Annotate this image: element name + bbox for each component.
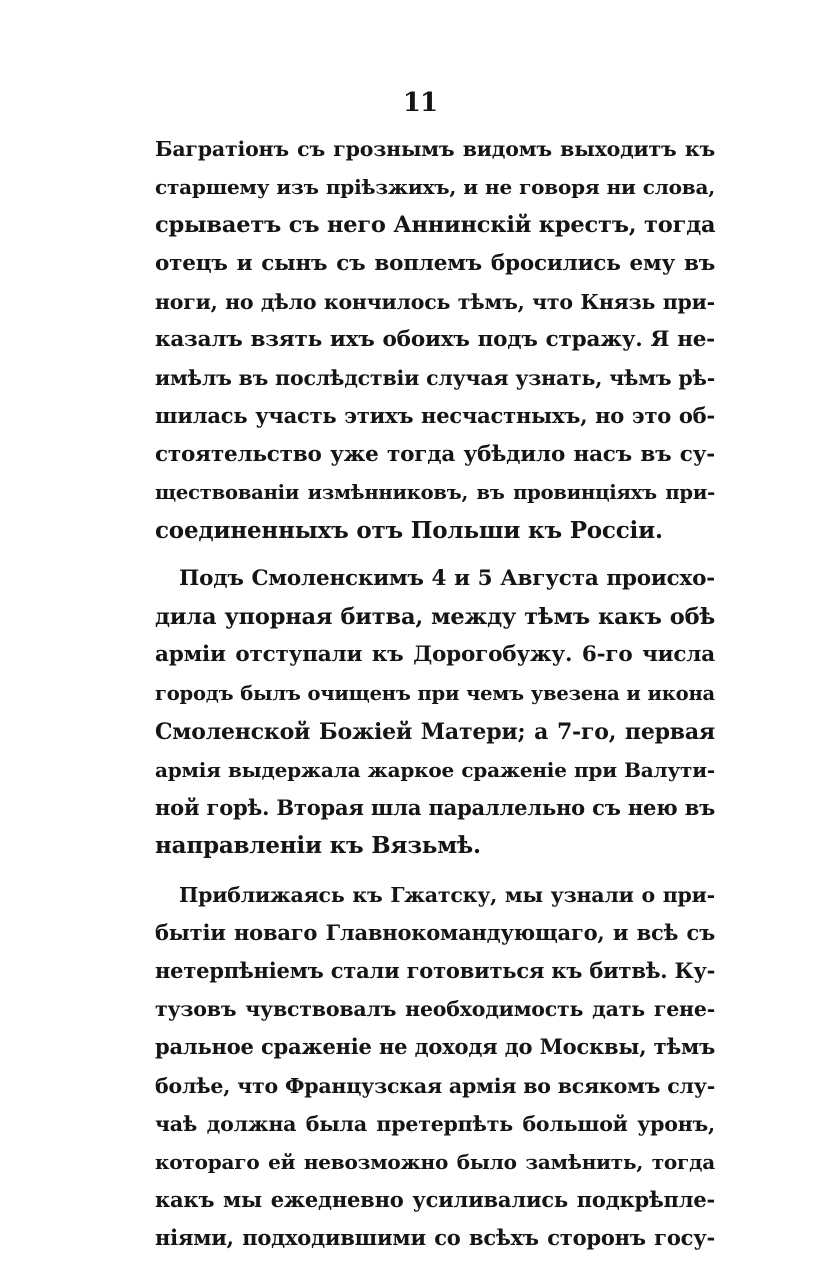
text-line: Подъ Смоленскимъ 4 и 5 Августа происхо- xyxy=(179,566,715,592)
text-line: ніями, подходившими со всѣхъ сторонъ госу- xyxy=(155,1225,715,1251)
text-line: арміи отступали къ Дорогобужу. 6-го числа xyxy=(155,642,715,668)
text-line: срываетъ съ него Аннинскій крестъ, тогда xyxy=(155,212,716,239)
paragraph xyxy=(155,560,715,866)
text-line: имѣлъ въ послѣдствіи случая узнать, чѣмъ рѣ- xyxy=(155,366,715,391)
text-line: казалъ взять ихъ обоихъ подъ стражу. Я не- xyxy=(155,326,715,352)
text-line: тузовъ чувствовалъ необходимость дать гене- xyxy=(155,997,715,1022)
text-line: Смоленской Божіей Матери; а 7-го, первая xyxy=(155,718,715,745)
text-line: ной горѣ. Вторая шла параллельно съ нею въ xyxy=(155,795,715,821)
text-line: отецъ и сынъ съ воплемъ бросились ему въ xyxy=(155,250,715,276)
page-number: 11 xyxy=(402,88,438,118)
text-line: стоятельство уже тогда убѣдило насъ въ су- xyxy=(155,441,715,467)
text-line: Багратіонъ съ грознымъ видомъ выходитъ къ xyxy=(155,137,715,161)
body-text xyxy=(155,130,715,1267)
text-line: Приближаясь къ Гжатску, мы узнали о при- xyxy=(179,882,715,907)
text-line: ществованіи измѣнниковъ, въ провинціяхъ при- xyxy=(155,480,715,504)
text-line: городъ былъ очищенъ при чемъ увезена и икона xyxy=(155,681,715,705)
text-line: направленіи къ Вязьмѣ. xyxy=(155,832,481,860)
text-line: котораго ей невозможно было замѣнить, тогда xyxy=(155,1149,715,1174)
text-line: чаѣ должна была претерпѣть большой уронъ, xyxy=(155,1111,715,1136)
text-line: болѣе, что Французская армія во всякомъ слу- xyxy=(155,1073,715,1098)
text-line: нетерпѣніемъ стали готовиться къ битвѣ. Ку- xyxy=(155,957,716,983)
paragraph xyxy=(155,876,715,1258)
text-line: шилась участь этихъ несчастныхъ, но это об- xyxy=(155,403,715,429)
text-line: армія выдержала жаркое сраженіе при Валути- xyxy=(155,758,715,782)
text-line: ральное сраженіе не доходя до Москвы, тѣмъ xyxy=(155,1034,715,1060)
text-line: ноги, но дѣло кончилось тѣмъ, что Князь при- xyxy=(155,289,715,314)
text-line: какъ мы ежедневно усиливались подкрѣпле- xyxy=(155,1187,715,1213)
text-line: старшему изъ пріѣзжихъ, и не говоря ни слова, xyxy=(155,175,715,200)
text-line: соединенныхъ отъ Польши къ Россіи. xyxy=(155,516,663,544)
text-line: бытіи новаго Главнокомандующаго, и всѣ съ xyxy=(155,919,715,945)
text-line: дила упорная битва, между тѣмъ какъ обѣ xyxy=(155,604,715,631)
paragraph xyxy=(155,130,715,550)
